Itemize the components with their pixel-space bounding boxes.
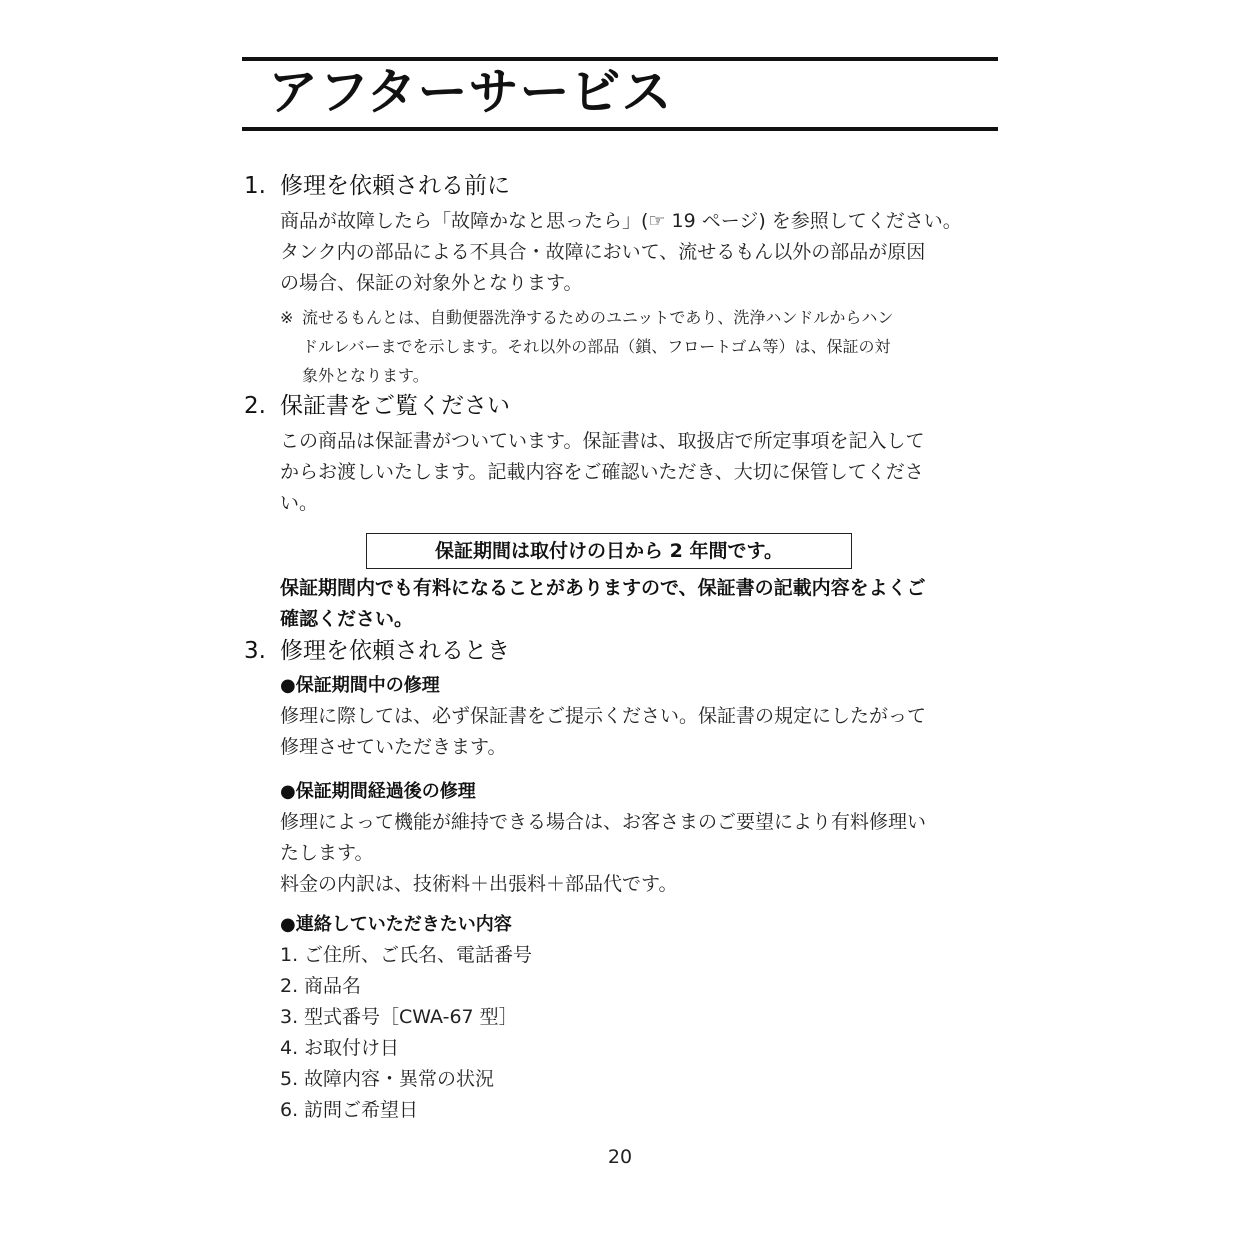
list-text: お取付け日 <box>304 1037 400 1059</box>
text-line: この商品は保証書がついています。保証書は、取扱店で所定事項を記入して <box>280 430 925 452</box>
list-index: 3. <box>280 1006 299 1028</box>
text-line: 修理させていただきます。 <box>280 736 507 758</box>
text-line: の場合、保証の対象外となります。 <box>280 272 583 294</box>
paragraph <box>280 701 1000 763</box>
list-item <box>280 971 1000 1002</box>
main-content <box>244 170 1000 1126</box>
text-line: たします。 <box>280 842 374 864</box>
list-text: ご住所、ご氏名、電話番号 <box>304 944 533 966</box>
note-mark: ※ <box>280 308 294 327</box>
page-title: アフターサービス <box>268 63 673 121</box>
paragraph <box>280 426 1000 519</box>
note <box>280 303 1000 390</box>
section-heading <box>244 390 1000 422</box>
list-item <box>280 1002 1000 1033</box>
section-heading <box>244 170 1000 202</box>
paragraph <box>280 807 1000 900</box>
list-text: 訪問ご希望日 <box>304 1099 419 1121</box>
list-index: 4. <box>280 1037 299 1059</box>
section-title: 修理を依頼される前に <box>280 173 510 199</box>
section-title: 修理を依頼されるとき <box>280 638 510 664</box>
list-text: 型式番号［CWA-67 型］ <box>304 1006 518 1028</box>
list-index: 2. <box>280 975 299 997</box>
section-requesting-repair <box>244 635 1000 1126</box>
list-item <box>280 1095 1000 1126</box>
list-index: 5. <box>280 1068 299 1090</box>
section-heading <box>244 635 1000 667</box>
text-line: 修理によって機能が維持できる場合は、お客さまのご要望により有料修理い <box>280 811 927 833</box>
warranty-notice <box>280 573 1000 635</box>
list-index: 6. <box>280 1099 299 1121</box>
list-text: 故障内容・異常の状況 <box>304 1068 495 1090</box>
note-line: ドルレバーまでを示します。それ以外の部品（鎖、フロートゴム等）は、保証の対 <box>302 337 891 356</box>
title-bottom-rule <box>242 127 998 131</box>
text-line: 確認ください。 <box>280 608 414 630</box>
list-index: 1. <box>280 944 299 966</box>
text-line: タンク内の部品による不具合・故障において、流せるもん以外の部品が原因 <box>280 241 926 263</box>
section-number: 2. <box>244 393 266 419</box>
text-line: い。 <box>280 492 319 514</box>
section-before-repair <box>244 170 1000 390</box>
warranty-period-box: 保証期間は取付けの日から 2 年間です。 <box>366 533 852 569</box>
section-title: 保証書をご覧ください <box>280 393 510 419</box>
text-line: 修理に際しては、必ず保証書をご提示ください。保証書の規定にしたがって <box>280 705 927 727</box>
list-text: 商品名 <box>304 975 362 997</box>
section-warranty <box>244 390 1000 635</box>
list-item <box>280 1033 1000 1064</box>
section-number: 1. <box>244 173 266 199</box>
text-line: 料金の内訳は、技術料＋出張料＋部品代です。 <box>280 873 678 895</box>
list-item <box>280 940 1000 971</box>
subheading-after-warranty: ●保証期間経過後の修理 <box>280 781 476 802</box>
subheading-contact-info: ●連絡していただきたい内容 <box>280 914 512 935</box>
note-line: 流せるもんとは、自動便器洗浄するためのユニットであり、洗浄ハンドルからハン <box>302 308 894 327</box>
section-number: 3. <box>244 638 266 664</box>
page-number: 20 <box>607 1146 633 1168</box>
text-line: からお渡しいたします。記載内容をご確認いただき、大切に保管してくださ <box>280 461 924 483</box>
text-line: 商品が故障したら「故障かなと思ったら」(☞ 19 ページ) を参照してください。 <box>280 210 962 232</box>
contact-list <box>280 940 1000 1126</box>
paragraph <box>280 206 1000 299</box>
note-line: 象外となります。 <box>302 366 429 385</box>
list-item <box>280 1064 1000 1095</box>
subheading-in-warranty: ●保証期間中の修理 <box>280 675 440 696</box>
text-line: 保証期間内でも有料になることがありますので、保証書の記載内容をよくご <box>280 577 926 599</box>
